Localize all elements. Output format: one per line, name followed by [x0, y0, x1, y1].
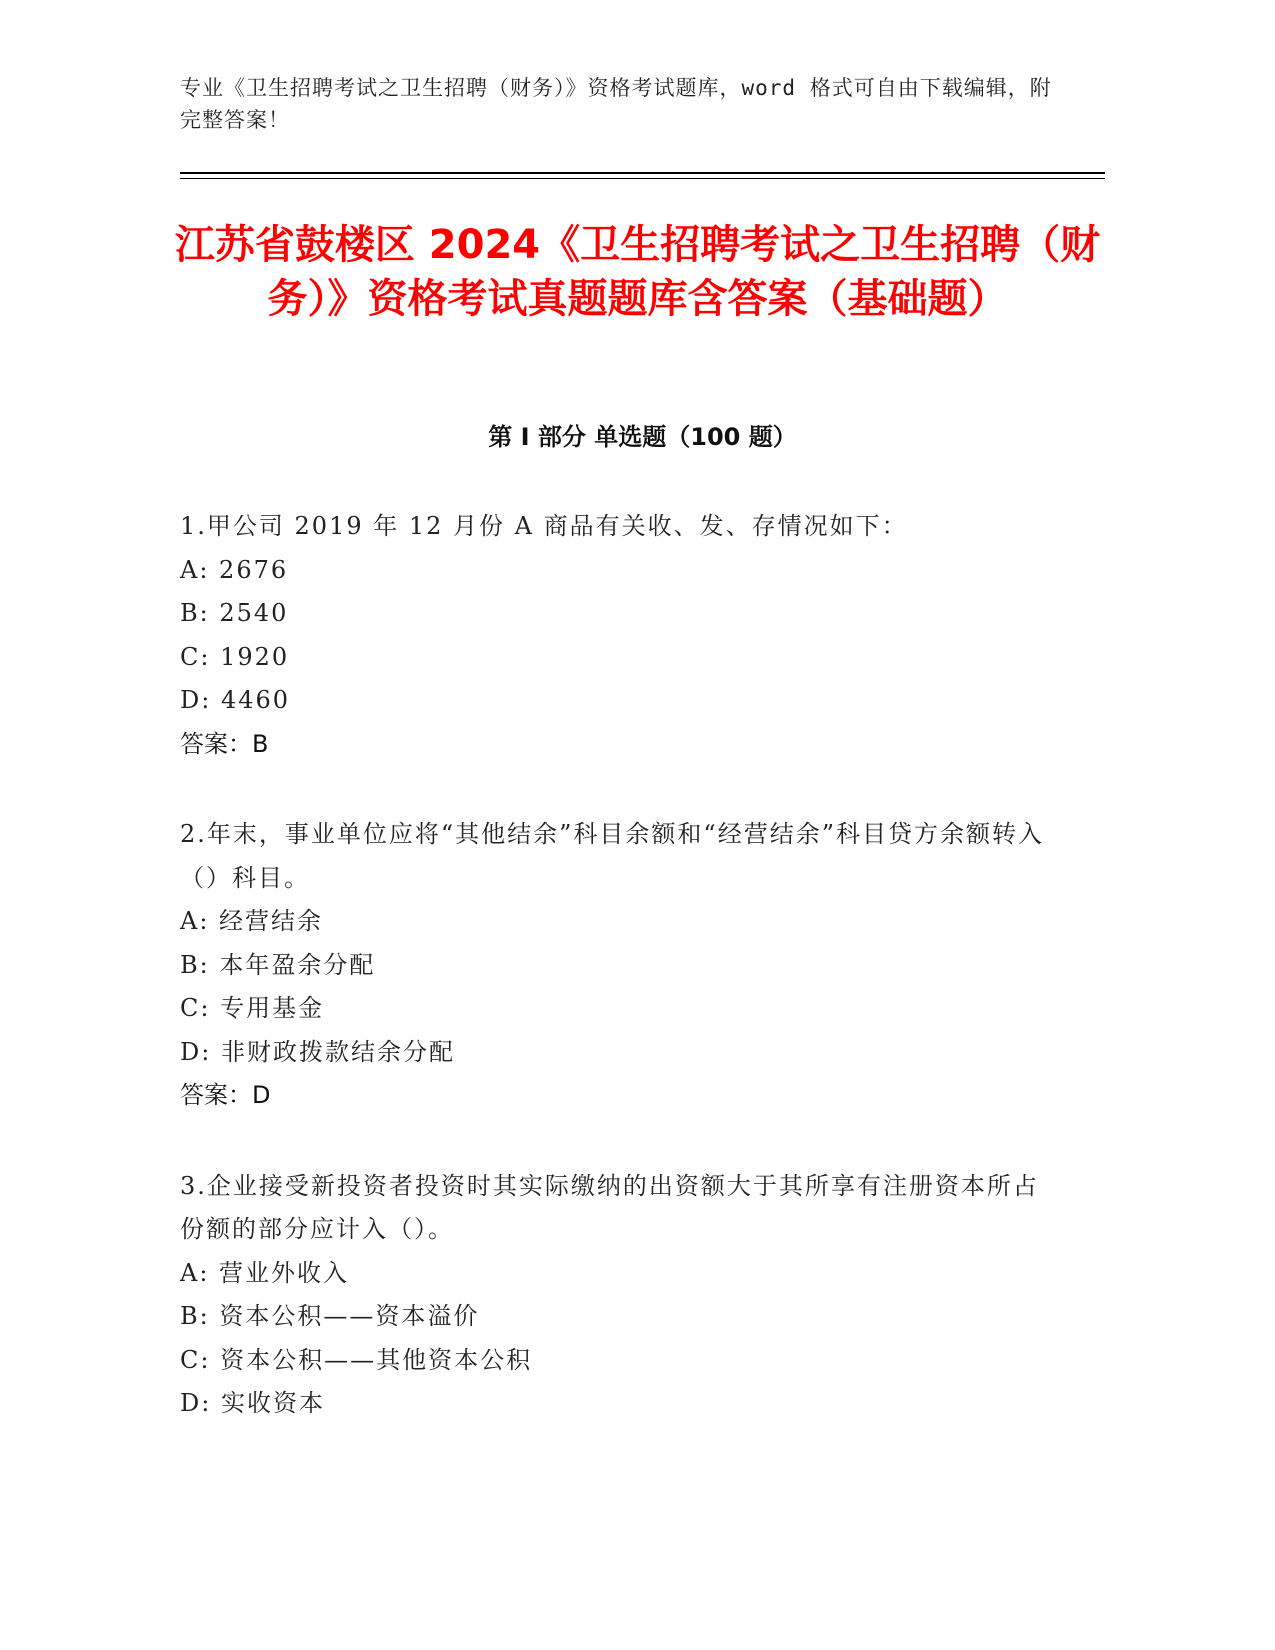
section-title: 第 I 部分 单选题（100 题）: [488, 423, 797, 451]
option-d: D: 非财政拨款结余分配: [180, 1037, 455, 1066]
option-b: B: 本年盈余分配: [180, 950, 376, 979]
option-b: B: 资本公积——资本溢价: [180, 1302, 480, 1330]
answer-label: 答案：B: [180, 729, 269, 758]
option-b: B: 2540: [180, 599, 289, 627]
question-stem: 2.年末，事业单位应将“其他结余”科目余额和“经营结余”科目贷方余额转入（）科目。: [180, 820, 1044, 892]
option-c: C: 专用基金: [180, 994, 325, 1022]
option-a: A: 营业外收入: [180, 1258, 350, 1287]
option-a: A: 2676: [180, 555, 289, 584]
header-divider-thin: [180, 178, 1105, 179]
question-stem: 3.企业接受新投资者投资时其实际缴纳的出资额大于其所享有注册资本所占份额的部分应计入（）。: [180, 1171, 1039, 1243]
question-1: [180, 505, 1060, 766]
question-list: [180, 505, 1060, 1473]
option-d: D: 4460: [180, 686, 291, 714]
question-3: [180, 1165, 1060, 1426]
option-c: C: 1920: [180, 642, 290, 671]
option-c: C: 资本公积——其他资本公积: [180, 1345, 533, 1374]
header-divider-thick: [180, 172, 1105, 174]
option-d: D: 实收资本: [180, 1389, 325, 1417]
question-2: [180, 813, 1060, 1118]
option-a: A: 经营结余: [180, 907, 324, 935]
header-note: 专业《卫生招聘考试之卫生招聘（财务）》资格考试题库，word 格式可自由下载编辑，附完整答案！: [180, 76, 1052, 132]
question-stem: 1.甲公司 2019 年 12 月份 A 商品有关收、发、存情况如下：: [180, 512, 908, 540]
answer-label: 答案：D: [180, 1081, 271, 1109]
document-title: 江苏省鼓楼区 2024《卫生招聘考试之卫生招聘（财务）》资格考试真题题库含答案（基础题）: [174, 222, 1101, 322]
